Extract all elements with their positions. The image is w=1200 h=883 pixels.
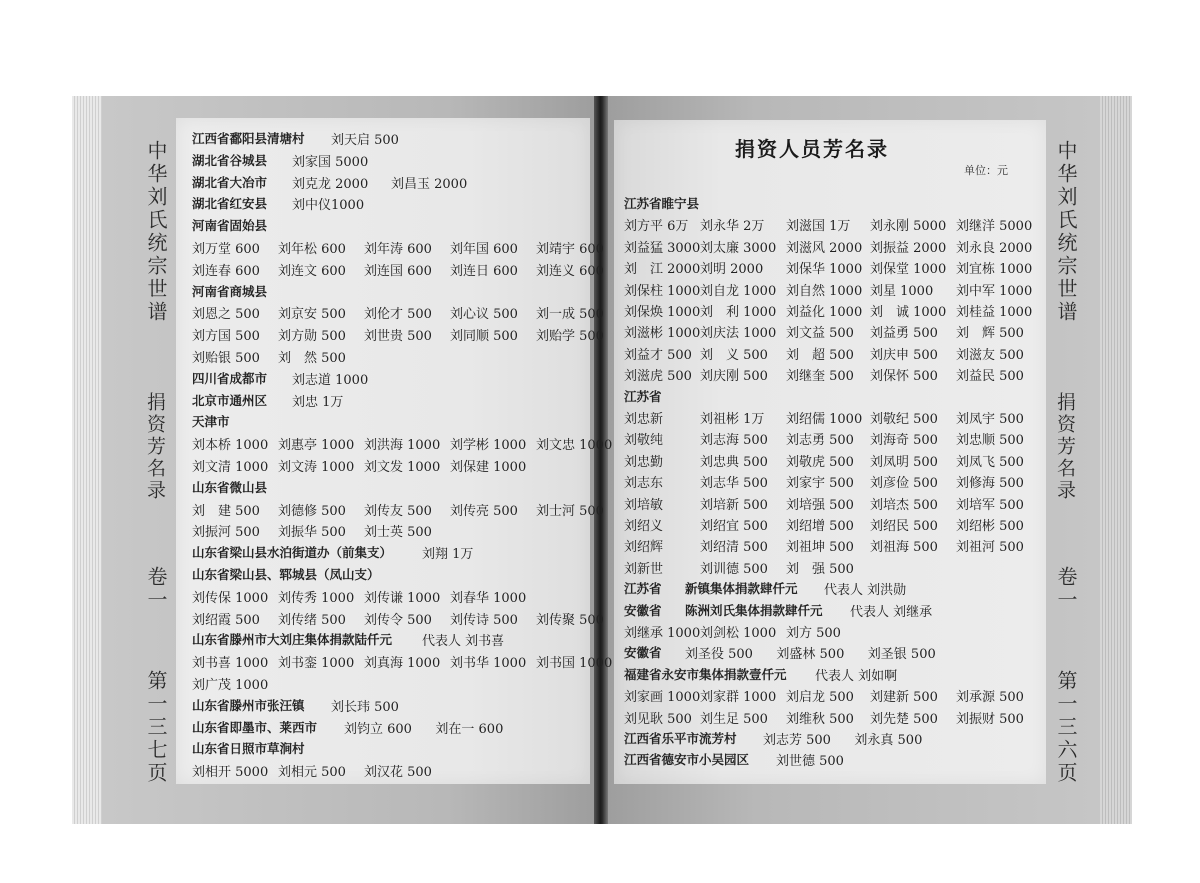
right-donor-entry: 刘先楚 500 — [870, 711, 938, 727]
left-donor-entry: 刘昌玉 2000 — [391, 176, 468, 192]
right-donor-entry: 刘忠勤 — [624, 454, 664, 470]
left-donor-entry: 刘家国 5000 — [292, 154, 369, 170]
right-donor-entry: 刘训德 500 — [700, 561, 768, 577]
left-donor-entry: 刘连国 600 — [364, 263, 432, 279]
left-donor-entry: 刘连文 600 — [278, 263, 346, 279]
left-region-heading: 河南省固始县 — [192, 218, 268, 234]
right-donor-entry: 刘忠顺 500 — [956, 433, 1024, 449]
left-donor-entry: 刘相元 500 — [278, 765, 346, 781]
right-donor-entry: 刘家群 1000 — [700, 690, 777, 706]
right-donor-entry: 刘滋风 2000 — [786, 240, 863, 256]
right-donor-entry: 刘益猛 3000 — [624, 240, 701, 256]
right-donor-entry: 刘启龙 500 — [786, 690, 854, 706]
right-donor-entry: 刘继奎 500 — [786, 369, 854, 385]
left-region-heading: 江西省鄱阳县清塘村 — [192, 131, 305, 146]
right-donor-entry: 代表人 刘洪勋 — [824, 583, 907, 599]
right-donor-entry: 刘绍彬 500 — [956, 519, 1024, 534]
left-region-heading: 山东省梁山县水泊街道办（前集支） — [192, 545, 393, 561]
left-donor-entry: 刘文忠 1000 — [536, 438, 613, 454]
left-side-volume: 卷一 — [144, 566, 168, 612]
left-region-heading: 北京市通州区 — [192, 392, 268, 408]
left-donor-entry: 刘文涛 1000 — [278, 460, 355, 475]
left-donor-entry: 刘连春 600 — [192, 263, 260, 279]
right-donor-entry: 刘盛林 500 — [776, 647, 845, 663]
right-donor-entry: 刘文益 500 — [786, 326, 854, 342]
right-donor-entry: 刘保堂 1000 — [870, 262, 947, 278]
left-donor-entry: 刘恩之 500 — [192, 307, 260, 323]
right-region-heading: 安徽省 — [624, 602, 662, 618]
right-donor-entry: 刘凤宇 500 — [956, 412, 1024, 427]
right-donor-entry: 刘保焕 1000 — [624, 305, 701, 320]
left-donor-entry: 刘连日 600 — [450, 263, 518, 279]
left-donor-entry: 刘保建 1000 — [450, 460, 527, 475]
right-region-heading: 江西省乐平市流芳村 — [624, 731, 737, 746]
right-donor-entry: 刘永刚 5000 — [870, 219, 947, 235]
right-donor-entry: 刘绍增 500 — [786, 519, 854, 534]
right-donor-entry: 刘修海 500 — [956, 476, 1024, 492]
right-side-title: 中华刘氏统宗世谱 — [1054, 140, 1078, 324]
right-donor-entry: 刘绍民 500 — [870, 519, 938, 534]
right-donor-entry: 刘方 500 — [786, 626, 841, 641]
right-donor-entry: 刘圣银 500 — [867, 647, 936, 663]
right-donor-entry: 刘培新 500 — [700, 497, 768, 513]
left-donor-entry: 刘长玮 500 — [331, 699, 399, 715]
left-donor-entry: 刘年松 600 — [278, 242, 346, 257]
left-region-heading: 山东省梁山县、郓城县（凤山支） — [192, 567, 380, 582]
right-donor-entry: 刘敬虎 500 — [786, 454, 854, 470]
left-donor-entry: 刘学彬 1000 — [450, 438, 527, 454]
right-region-heading: 福建省永安市集体捐款壹仟元 — [624, 666, 787, 682]
right-donor-entry: 刘滋彬 1000 — [624, 326, 701, 342]
right-donor-entry: 刘益才 500 — [624, 347, 692, 363]
right-donor-entry: 刘忠新 — [624, 412, 664, 427]
left-donor-entry: 刘文发 1000 — [364, 460, 441, 475]
left-region-heading: 四川省成都市 — [192, 370, 268, 386]
right-donor-entry: 刘志海 500 — [700, 433, 768, 449]
left-side-title: 中华刘氏统宗世谱 — [144, 140, 168, 324]
left-donor-entry: 刘京安 500 — [278, 307, 346, 323]
right-donor-entry: 刘 利 1000 — [700, 305, 777, 320]
left-donor-entry: 刘贻银 500 — [192, 351, 260, 366]
left-donor-entry: 刘贻学 500 — [536, 329, 604, 345]
left-donor-entry: 刘书銮 1000 — [278, 656, 355, 672]
left-donor-entry: 刘书华 1000 — [450, 656, 527, 672]
right-donor-entry: 刘永真 500 — [854, 733, 923, 748]
right-donor-entry: 刘振财 500 — [956, 711, 1024, 727]
right-donor-entry: 刘绍儒 1000 — [786, 412, 863, 427]
right-donor-entry: 刘滋虎 500 — [624, 369, 692, 385]
left-donor-entry: 刘惠亭 1000 — [278, 438, 355, 454]
left-donor-entry: 刘伦才 500 — [364, 307, 432, 323]
right-side-volume: 卷一 — [1054, 566, 1078, 612]
right-donor-entry: 刘 超 500 — [786, 347, 854, 363]
left-region-heading: 山东省滕州市张汪镇 — [192, 697, 305, 713]
right-region-heading: 陈洲刘氏集体捐款肆仟元 — [685, 602, 823, 618]
left-side-section: 捐资芳名录 — [144, 392, 166, 502]
right-region-heading: 江苏省 — [624, 581, 662, 597]
right-donor-entry: 刘 江 2000 — [624, 262, 701, 278]
left-donor-entry: 刘中仪1000 — [292, 198, 365, 214]
right-donor-entry: 代表人 刘继承 — [850, 604, 933, 620]
left-donor-entry: 刘传聚 500 — [536, 612, 604, 628]
right-donor-entry: 刘继承 1000 — [624, 626, 701, 641]
right-donor-entry: 刘滋友 500 — [956, 347, 1024, 363]
left-donor-entry: 刘翔 1万 — [422, 547, 474, 563]
right-donor-entry: 刘新世 — [624, 561, 664, 577]
left-donor-entry: 刘真海 1000 — [364, 656, 441, 672]
right-donor-entry: 刘益化 1000 — [786, 305, 863, 320]
left-donor-entry: 刘春华 1000 — [450, 590, 527, 606]
right-donor-entry: 刘志勇 500 — [786, 433, 854, 449]
left-donor-entry: 刘广茂 1000 — [192, 678, 269, 693]
left-region-heading: 天津市 — [192, 414, 230, 430]
right-region-heading: 江西省德安市小吴园区 — [624, 752, 750, 768]
left-donor-entry: 刘振华 500 — [278, 525, 346, 541]
right-donor-entry: 刘见耿 500 — [624, 711, 692, 727]
right-donor-entry: 刘生足 500 — [700, 711, 768, 727]
right-donor-entry: 刘太廉 3000 — [700, 240, 777, 256]
right-donor-entry: 刘永华 2万 — [700, 219, 765, 235]
left-donor-entry: 刘传谦 1000 — [364, 590, 441, 606]
right-donor-entry: 刘培杰 500 — [870, 497, 938, 513]
left-region-heading: 河南省商城县 — [192, 283, 268, 299]
right-region-heading: 新镇集体捐款肆仟元 — [685, 581, 798, 597]
left-donor-entry: 刘年国 600 — [450, 242, 518, 257]
left-donor-entry: 刘士英 500 — [364, 525, 432, 541]
left-donor-entry: 刘士河 500 — [536, 503, 604, 519]
left-donor-entry: 刘靖宇 600 — [536, 242, 604, 257]
book-spine — [594, 96, 608, 824]
page-title: 捐资人员芳名录 — [735, 137, 889, 161]
right-donor-entry: 刘方平 6万 — [624, 219, 689, 235]
right-donor-entry: 刘 义 500 — [700, 347, 768, 363]
right-donor-entry: 刘家宇 500 — [786, 476, 854, 492]
right-donor-entry: 刘海奇 500 — [870, 433, 938, 449]
right-donor-entry: 刘 强 500 — [786, 561, 854, 577]
right-donor-entry: 刘凤飞 500 — [956, 454, 1024, 470]
right-donor-entry: 刘培军 500 — [956, 497, 1024, 513]
left-donor-entry: 刘洪海 1000 — [364, 438, 441, 454]
right-donor-entry: 刘中军 1000 — [956, 283, 1033, 299]
right-donor-entry: 刘保华 1000 — [786, 262, 863, 278]
left-donor-entry: 刘在一 600 — [435, 721, 504, 737]
left-donor-entry: 刘传友 500 — [364, 503, 432, 519]
right-donor-entry: 刘保怀 500 — [870, 369, 938, 385]
left-donor-entry: 刘本桥 1000 — [192, 438, 269, 454]
right-donor-entry: 刘志东 — [624, 476, 664, 492]
right-donor-entry: 代表人 刘如啊 — [815, 668, 898, 684]
left-donor-entry: 刘传保 1000 — [192, 590, 269, 606]
left-donor-entry: 刘心议 500 — [450, 307, 518, 323]
left-donor-entry: 刘传令 500 — [364, 612, 432, 628]
left-donor-entry: 刘同顺 500 — [450, 329, 518, 345]
right-donor-entry: 刘培强 500 — [786, 497, 854, 513]
left-donor-entry: 刘克龙 2000 — [292, 176, 369, 192]
left-donor-entry: 刘汉花 500 — [364, 765, 432, 781]
left-region-heading: 山东省日照市草涧村 — [192, 741, 305, 757]
left-donor-entry: 刘传诗 500 — [450, 612, 518, 628]
left-donor-entry: 刘书喜 1000 — [192, 656, 269, 672]
left-donor-entry: 刘振河 500 — [192, 525, 260, 541]
right-donor-entry: 刘志华 500 — [700, 476, 768, 492]
right-donor-entry: 刘自龙 1000 — [700, 283, 777, 299]
right-donor-entry: 刘培敏 — [624, 497, 664, 513]
left-donor-entry: 刘志道 1000 — [292, 372, 369, 388]
page-edges-left — [72, 96, 102, 824]
left-region-heading: 湖北省谷城县 — [192, 152, 268, 168]
right-donor-entry: 刘敬纯 — [624, 433, 664, 449]
right-donor-entry: 刘维秋 500 — [786, 711, 854, 727]
right-donor-entry: 刘益勇 500 — [870, 326, 938, 342]
right-donor-entry: 刘宜栋 1000 — [956, 262, 1033, 278]
page-edges-right — [1100, 96, 1132, 824]
right-donor-entry: 刘庆刚 500 — [700, 369, 768, 385]
right-donor-entry: 刘志芳 500 — [763, 733, 831, 748]
left-donor-entry: 刘忠 1万 — [292, 394, 344, 410]
right-donor-entry: 刘祖坤 500 — [786, 540, 854, 556]
right-donor-entry: 刘保柱 1000 — [624, 283, 701, 299]
right-donor-entry: 刘忠典 500 — [700, 454, 768, 470]
left-donor-entry: 刘相开 5000 — [192, 765, 269, 781]
right-donor-entry: 刘星 1000 — [870, 283, 934, 299]
right-donor-entry: 刘绍辉 — [624, 540, 664, 556]
left-donor-entry: 刘传秀 1000 — [278, 590, 355, 606]
right-region-heading: 江苏省 — [624, 388, 662, 404]
left-donor-entry: 刘方国 500 — [192, 329, 260, 345]
left-donor-entry: 刘年涛 600 — [364, 242, 432, 257]
right-donor-entry: 刘敬纪 500 — [870, 412, 938, 427]
left-donor-entry: 刘传亮 500 — [450, 503, 518, 519]
right-donor-entry: 刘凤明 500 — [870, 454, 938, 470]
right-donor-entry: 刘永良 2000 — [956, 240, 1033, 256]
right-donor-entry: 刘祖彬 1万 — [700, 412, 765, 427]
right-donor-entry: 刘滋国 1万 — [786, 219, 851, 235]
right-donor-entry: 刘振益 2000 — [870, 240, 947, 256]
left-donor-entry: 刘绍霞 500 — [192, 612, 260, 628]
left-region-heading: 湖北省红安县 — [192, 196, 268, 212]
left-donor-entry: 刘 然 500 — [278, 351, 346, 366]
right-donor-entry: 刘 诚 1000 — [870, 305, 947, 320]
left-donor-entry: 刘连义 600 — [536, 263, 604, 279]
left-donor-entry: 刘 建 500 — [192, 503, 260, 519]
right-donor-entry: 刘世德 500 — [776, 754, 844, 770]
right-donor-entry: 刘明 2000 — [700, 262, 764, 278]
right-side-section: 捐资芳名录 — [1054, 392, 1076, 502]
right-donor-entry: 刘益民 500 — [956, 369, 1024, 385]
left-donor-entry: 刘德修 500 — [278, 503, 346, 519]
left-donor-entry: 刘钧立 600 — [344, 721, 412, 737]
left-region-heading: 湖北省大冶市 — [192, 174, 268, 190]
right-side-page-number: 第一三六页 — [1054, 670, 1078, 785]
unit-label: 单位：元 — [964, 164, 1008, 177]
left-region-heading: 山东省即墨市、莱西市 — [192, 719, 318, 735]
right-donor-entry: 刘绍清 500 — [700, 540, 768, 556]
left-donor-entry: 刘传绪 500 — [278, 612, 346, 628]
right-donor-entry: 刘自然 1000 — [786, 283, 863, 299]
right-donor-entry: 刘庆申 500 — [870, 347, 938, 363]
right-donor-entry: 刘继洋 5000 — [956, 219, 1033, 235]
right-donor-entry: 刘绍义 — [624, 519, 664, 534]
right-donor-entry: 刘彦俭 500 — [870, 476, 938, 492]
left-donor-entry: 刘方勋 500 — [278, 329, 346, 345]
right-donor-entry: 刘庆法 1000 — [700, 326, 777, 342]
right-donor-entry: 刘桂益 1000 — [956, 305, 1033, 320]
right-donor-entry: 刘剑松 1000 — [700, 626, 777, 641]
right-region-heading: 江苏省睢宁县 — [624, 196, 700, 211]
left-region-heading: 山东省滕州市大刘庄集体捐款陆仟元 — [192, 632, 393, 648]
right-donor-entry: 刘家画 1000 — [624, 690, 701, 706]
right-donor-entry: 刘建新 500 — [870, 690, 938, 706]
right-donor-entry: 刘祖河 500 — [956, 540, 1024, 556]
right-donor-entry: 刘承源 500 — [956, 690, 1024, 706]
left-donor-entry: 刘文清 1000 — [192, 460, 269, 475]
right-region-heading: 安徽省 — [624, 645, 662, 661]
left-region-heading: 山东省微山县 — [192, 479, 268, 495]
left-donor-entry: 刘万堂 600 — [192, 242, 260, 257]
right-donor-entry: 刘 辉 500 — [956, 326, 1024, 342]
left-donor-entry: 代表人 刘书喜 — [422, 634, 505, 650]
left-donor-entry: 刘世贵 500 — [364, 329, 432, 345]
left-donor-entry: 刘书国 1000 — [536, 656, 613, 672]
right-donor-entry: 刘圣役 500 — [685, 647, 753, 663]
left-donor-entry: 刘一成 500 — [536, 307, 604, 323]
left-side-page-number: 第一三七页 — [144, 670, 168, 785]
left-donor-entry: 刘天启 500 — [331, 133, 399, 148]
right-donor-entry: 刘祖海 500 — [870, 540, 938, 556]
right-donor-entry: 刘绍宜 500 — [700, 519, 768, 534]
